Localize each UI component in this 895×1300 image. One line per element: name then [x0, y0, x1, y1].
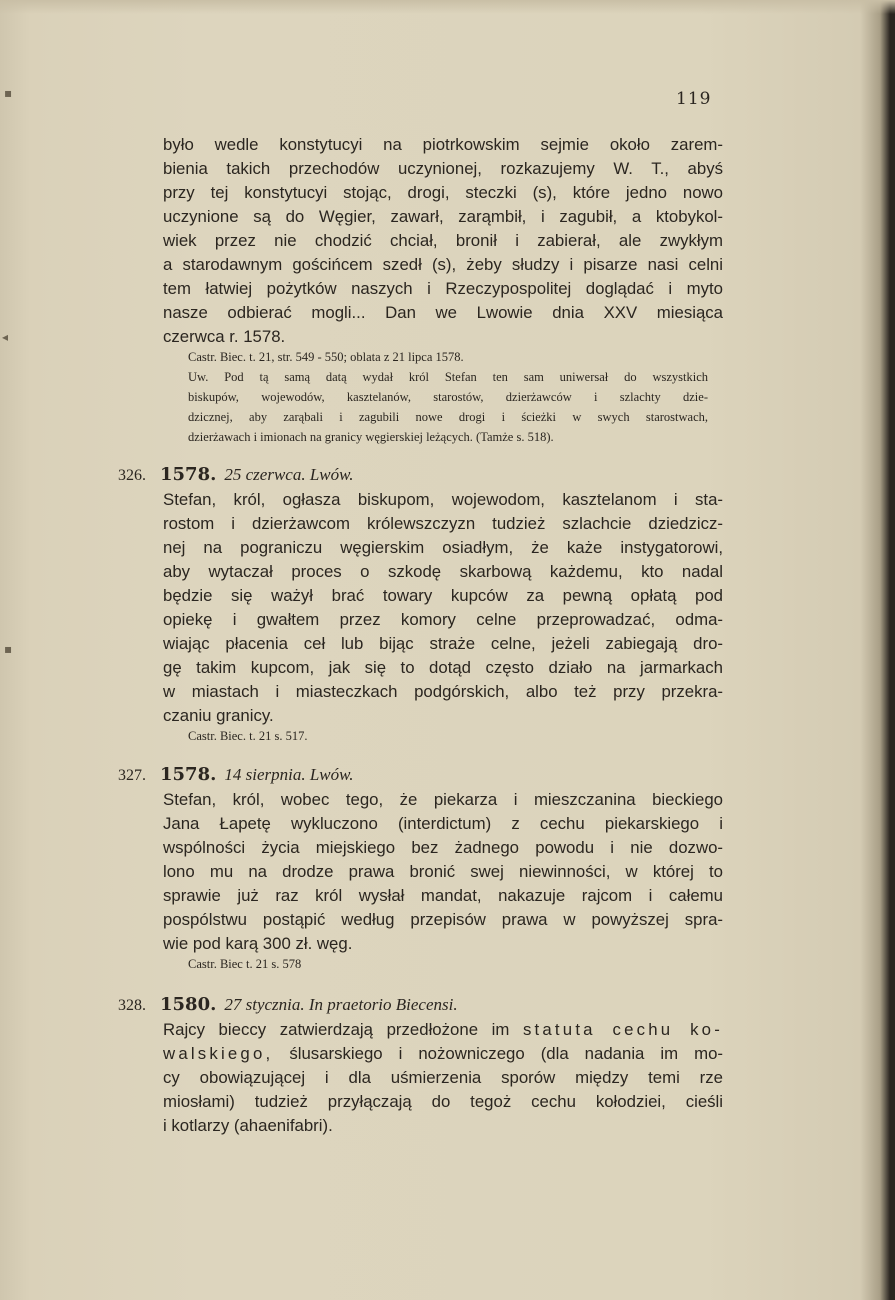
source-note: Castr. Biec t. 21 s. 578: [188, 957, 302, 971]
entry-number: 327.: [118, 767, 146, 784]
text-line: cy obowiązującej i dla uśmierzenia sporów między temi rze: [163, 1068, 723, 1087]
spaced-text: walskiego,: [163, 1044, 274, 1063]
text-line: uczynione są do Węgier, zawarł, zarąmbił, i zagubił, a ktobykol-: [163, 207, 723, 226]
text-line: będzie się ważył brać towary kupców za pewną opłatą pod: [163, 586, 723, 605]
text-line: w miastach i miasteczkach podgórskich, albo też przy przekra-: [163, 682, 723, 701]
text-line: i kotlarzy (ahaenifabri).: [163, 1116, 333, 1135]
note-line: Uw. Pod tą samą datą wydał król Stefan ten sam uniwersał do wszystkich: [188, 370, 708, 384]
page-top-edge: [0, 0, 895, 14]
entry-year: 1580.: [160, 994, 217, 1015]
spaced-text: statuta cechu ko-: [522, 1020, 724, 1039]
entry-heading: [118, 764, 353, 785]
entry-number: 326.: [118, 467, 146, 484]
entry-date: 14 sierpnia. Lwów.: [224, 765, 354, 784]
continuation-notes: [188, 347, 708, 447]
text-line: lono mu na drodze prawa bronić swej niewinności, w której to: [163, 862, 723, 881]
text-line: było wedle konstytucyi na piotrkowskim sejmie około zarem-: [163, 135, 723, 154]
text-line: rostom i dzierżawcom królewszczyzn tudzież szlachcie dziedzicz-: [163, 514, 723, 533]
text-line: gę takim kupcom, jak się to dotąd często działo na jarmarkach: [163, 658, 723, 677]
text-line: bienia takich przechodów uczynionej, rozkazujemy W. T., abyś: [163, 159, 723, 178]
text-line: przy tej konstytucyi stojąc, drogi, steczki (s), które jedno nowo: [163, 183, 723, 202]
text-line: nej na pograniczu węgierskim osiadłym, że każe instygatorowi,: [163, 538, 723, 557]
text-line: aby wytaczał proces o szkodę skarbową każdemu, kto nadal: [163, 562, 723, 581]
note-line: dzierżawach i imionach na granicy węgierskiej leżących. (Tamże s. 518).: [188, 430, 554, 444]
text-line: nasze odbierać mogli... Dan we Lwowie dnia XXV miesiąca: [163, 303, 723, 322]
text-line: sprawie już raz król wysłał mandat, nakazuje rajcom i całemu: [163, 886, 723, 905]
entry-number: 328.: [118, 997, 146, 1014]
continuation-text: [163, 133, 723, 349]
text-line: wie pod karą 300 zł. węg.: [163, 934, 353, 953]
text-line: wspólności życia miejskiego bez żadnego powodu i nie dozwo-: [163, 838, 723, 857]
entry-date: 27 stycznia. In praetorio Biecensi.: [224, 995, 458, 1014]
text-line: wiek przez nie chodzić chciał, bronił i zabierał, ale zwykłym: [163, 231, 723, 250]
text-line: wiając płacenia ceł lub bijąc straże celne, jeżeli zabiegają dro-: [163, 634, 723, 653]
entry-text: [163, 488, 723, 728]
text-line: pospólstwu postąpić według przepisów prawa w powyższej spra-: [163, 910, 723, 929]
entry-source: [188, 726, 708, 746]
text-fragment: Rajcy bieccy zatwierdzają przedłożone im: [163, 1020, 523, 1039]
text-line: tem łatwiej pożytków naszych i Rzeczypospolitej doglądać i myto: [163, 279, 723, 298]
text-line: czaniu granicy.: [163, 706, 274, 725]
page-number: 119: [676, 89, 712, 109]
margin-mark: ◂: [2, 330, 9, 344]
entry-date: 25 czerwca. Lwów.: [224, 465, 354, 484]
note-line: biskupów, wojewodów, kasztelanów, starostów, dzierżawców i szlachty dzie-: [188, 390, 708, 404]
text-line: czerwca r. 1578.: [163, 327, 286, 346]
source-note: Castr. Biec. t. 21 s. 517.: [188, 729, 308, 743]
note-line: dzicznej, aby zarąbali i zagubili nowe drogi i ścieżki w swych starostwach,: [188, 410, 708, 424]
text-line: Jana Łapetę wykluczono (interdictum) z cechu piekarskiego i: [163, 814, 723, 833]
text-line: Stefan, król, ogłasza biskupom, wojewodom, kasztelanom i sta-: [163, 490, 723, 509]
entry-heading: [118, 464, 353, 485]
text-line: a starodawnym gościńcem szedł (s), żeby słudzy i pisarze nasi celni: [163, 255, 723, 274]
entry-year: 1578.: [160, 464, 217, 485]
text-line: miosłami) tudzież przyłączają do tegoż cechu kołodziei, cieśli: [163, 1092, 723, 1111]
entry-text: [163, 1018, 723, 1138]
text-line: opiekę i gwałtem przez komory celne przeprowadzać, odma-: [163, 610, 723, 629]
text-line: [163, 1018, 723, 1042]
text-line: [163, 1042, 723, 1066]
entry-heading: [118, 994, 458, 1015]
text-line: Stefan, król, wobec tego, że piekarza i mieszczanina bieckiego: [163, 790, 723, 809]
margin-mark: ▪: [4, 642, 13, 656]
text-fragment: ślusarskiego i nożowniczego (dla nadania im mo-: [273, 1044, 723, 1063]
entry-year: 1578.: [160, 764, 217, 785]
entry-text: [163, 788, 723, 956]
source-note: Castr. Biec. t. 21, str. 549 - 550; oblata z 21 lipca 1578.: [188, 350, 464, 364]
margin-mark: ▪: [4, 86, 13, 100]
entry-source: [188, 954, 708, 974]
